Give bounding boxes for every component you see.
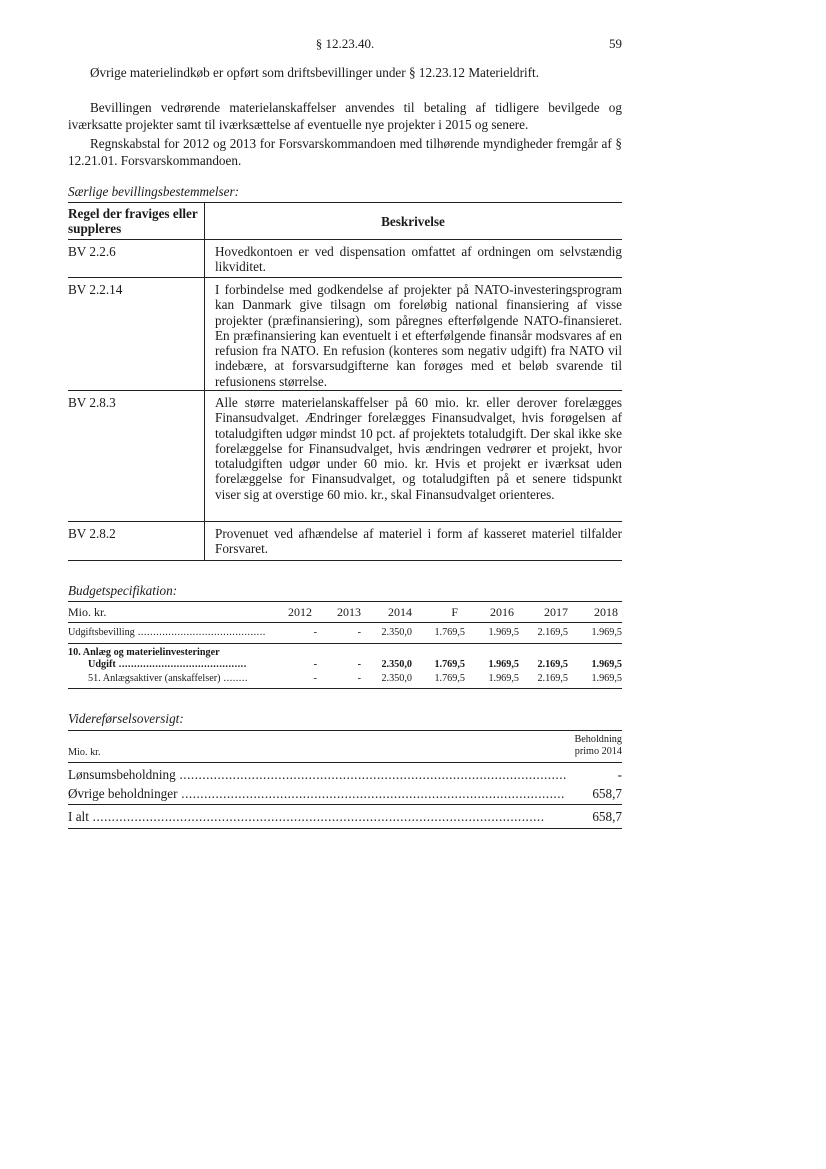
- budget-value: 1.969,5: [591, 627, 622, 638]
- budget-top-rule: [68, 601, 622, 602]
- carryover-rule: [68, 804, 622, 805]
- year-header: 2018: [594, 605, 618, 619]
- provision-description: Provenuet ved afhændelse af materiel i form af kasseret materiel tilfalder Forsvaret.: [215, 526, 622, 557]
- budget-value: -: [313, 627, 317, 638]
- budget-value: -: [313, 659, 317, 670]
- budget-value: 1.969,5: [488, 627, 519, 638]
- budget-value: -: [357, 659, 361, 670]
- table-bottom-rule: [68, 560, 622, 561]
- provision-code: BV 2.8.2: [68, 526, 116, 541]
- year-header: 2012: [288, 605, 312, 619]
- intro-paragraph-3: Regnskabstal for 2012 og 2013 for Forsvarskommandoen med tilhørende myndigheder fremgår af § 12.21.01. Forsvarskommandoen.: [68, 136, 622, 168]
- carryover-value: 658,7: [592, 809, 622, 824]
- carryover-top-rule: [68, 730, 622, 731]
- carryover-title: Videreførselsoversigt:: [68, 711, 184, 726]
- budget-value: -: [357, 627, 361, 638]
- year-header: 2016: [490, 605, 514, 619]
- budget-value: 2.169,5: [537, 659, 568, 670]
- year-header: 2014: [388, 605, 412, 619]
- header-rule: [68, 239, 622, 240]
- table-column-divider: [204, 202, 205, 560]
- provision-description: Alle større materielanskaffelser på 60 mio. kr. eller derover forelægges Finansudvalget. Ændringer forelægges Finansudvalget, hvis forøgelsen af totaludgiften udgør mindst 10 pct. af projektets totaludgift. Der skal ikke ske forelæggelse for Finansudvalget, hvis ændringen vedrører et projekt, hvor totaludgiften udgør under 60 mio. kr. Hvis et projekt er iværksat uden forelæggelse for Finansudvalget, og totaludgiften på et senere tidspunkt viser sig at overstige 60 mio. kr., skal Finansudvalget orienteres.: [215, 395, 622, 502]
- budget-value: 2.350,0: [381, 673, 412, 684]
- year-header: 2017: [544, 605, 568, 619]
- year-header: 2013: [337, 605, 361, 619]
- carryover-row-label: Øvrige beholdninger .....................................................................................................: [68, 786, 565, 801]
- budget-title: Budgetspecifikation:: [68, 583, 178, 598]
- description-column-header: Beskrivelse: [381, 214, 445, 229]
- carryover-unit: Mio. kr.: [68, 747, 101, 758]
- carryover-header-line: primo 2014: [574, 746, 622, 757]
- provision-description: I forbindelse med godkendelse af projekter på NATO-investeringsprogram kan Danmark give tilsagn om foreløbig national finansiering af visse projekter (præfinansiering), som påregnes efterfølgende NATO-finansieret. En præfinansiering kan eventuelt i et efterfølgende finansår modsvares af en refusion fra NATO. En refusion (konteres som negativ udgift) fra NATO vil indebære, at forsvarsudgifterne kan forøges med et beløb svarende til refusionens størrelse.: [215, 282, 622, 389]
- budget-header-rule: [68, 622, 622, 623]
- carryover-row-label: Lønsumsbeholdning ......................................................................................................: [68, 767, 567, 782]
- table-top-rule: [68, 202, 622, 203]
- budget-row-label: Udgiftsbevilling ..........................................: [68, 627, 266, 638]
- provision-code: BV 2.2.6: [68, 244, 116, 259]
- budget-value: 1.769,5: [434, 659, 465, 670]
- budget-value: 1.969,5: [488, 673, 519, 684]
- provision-code: BV 2.2.14: [68, 282, 123, 297]
- carryover-header-rule: [68, 762, 622, 763]
- intro-paragraph-2: Bevillingen vedrørende materielanskaffelser anvendes til betaling af tidligere bevilgede og iværksatte projekter samt til iværksættelse af eventuelle nye projekter i 2015 og senere.: [68, 100, 622, 132]
- budget-rule: [68, 643, 622, 644]
- budget-value: 2.350,0: [381, 627, 412, 638]
- provision-description: Hovedkontoen er ved dispensation omfattet af ordningen om selvstændig likviditet.: [215, 244, 622, 275]
- budget-value: 2.169,5: [537, 673, 568, 684]
- budget-row-label: Udgift ..........................................: [88, 659, 247, 670]
- year-header: F: [451, 605, 458, 619]
- special-provisions-title: Særlige bevillingsbestemmelser:: [68, 184, 240, 199]
- carryover-header-line: Beholdning: [574, 734, 622, 745]
- page-number: 59: [609, 36, 622, 51]
- provision-code: BV 2.8.3: [68, 395, 116, 410]
- budget-value: 1.769,5: [434, 673, 465, 684]
- budget-value: 2.169,5: [537, 627, 568, 638]
- budget-row-label: 51. Anlægsaktiver (anskaffelser) ........: [88, 673, 248, 684]
- budget-value: 1.969,5: [591, 673, 622, 684]
- carryover-value: 658,7: [592, 786, 622, 801]
- budget-value: 1.769,5: [434, 627, 465, 638]
- budget-value: 1.969,5: [488, 659, 519, 670]
- budget-value: 2.350,0: [381, 659, 412, 670]
- budget-bottom-rule: [68, 688, 622, 689]
- carryover-bottom-rule: [68, 828, 622, 829]
- budget-value: -: [313, 673, 317, 684]
- budget-unit: Mio. kr.: [68, 605, 107, 619]
- carryover-row-label: I alt .......................................................................................................................: [68, 809, 545, 824]
- row-rule: [68, 390, 622, 391]
- rule-column-header: Regel der fraviges eller suppleres: [68, 206, 198, 236]
- carryover-value: -: [617, 767, 622, 782]
- intro-paragraph-1: Øvrige materielindkøb er opført som driftsbevillinger under § 12.23.12 Materieldrift.: [90, 65, 539, 80]
- row-rule: [68, 277, 622, 278]
- row-rule: [68, 521, 622, 522]
- section-reference: § 12.23.40.: [315, 36, 375, 51]
- budget-value: 1.969,5: [591, 659, 622, 670]
- budget-value: -: [357, 673, 361, 684]
- carryover-column-header: [540, 734, 622, 758]
- budget-group-label: 10. Anlæg og materielinvesteringer: [68, 647, 220, 658]
